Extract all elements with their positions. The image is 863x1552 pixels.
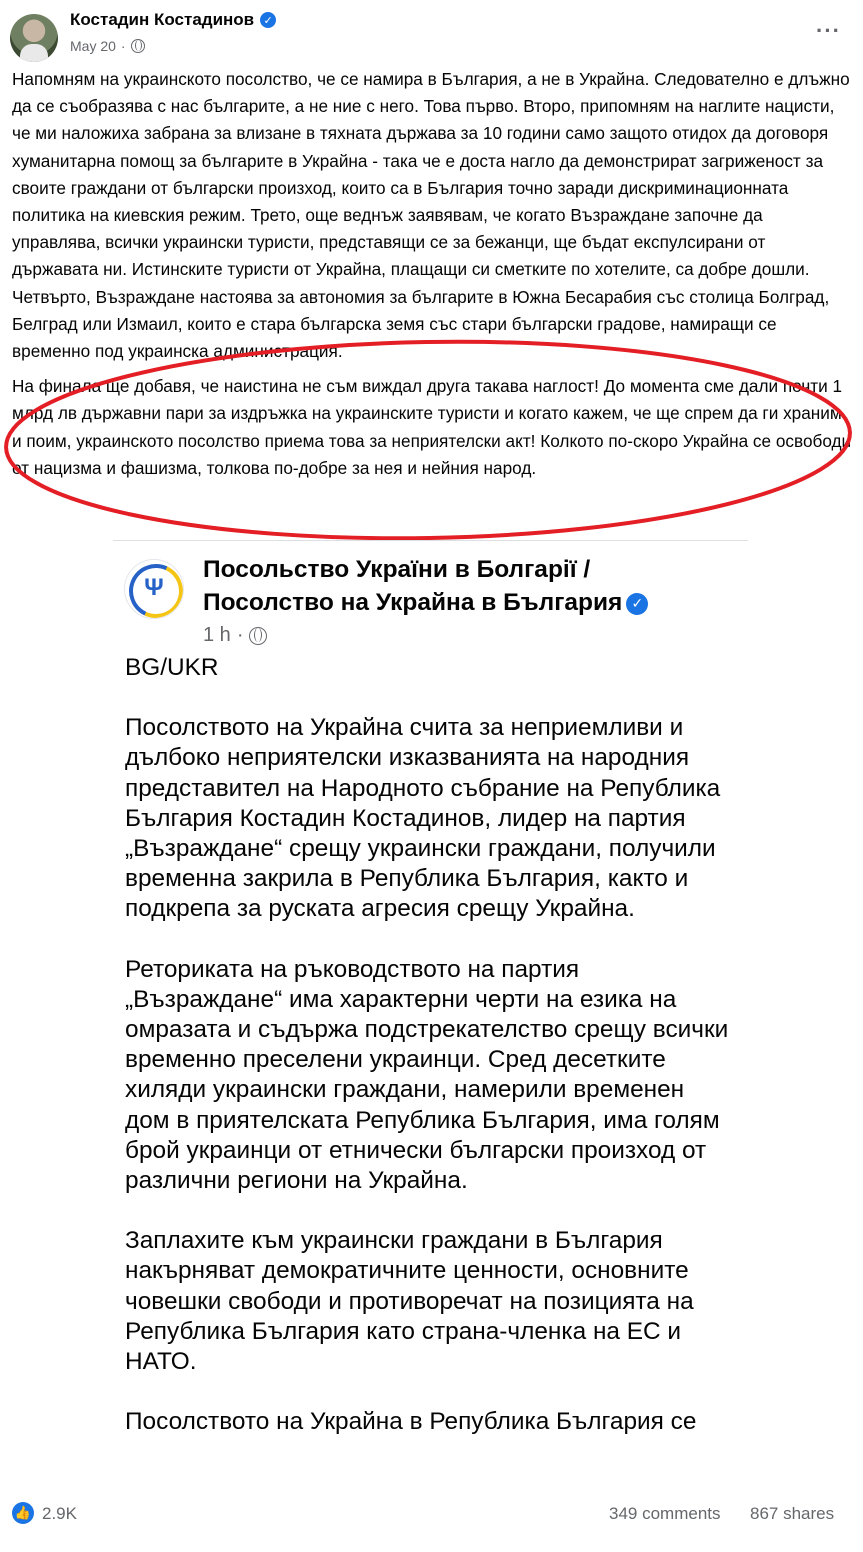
comments-count[interactable]: 349 comments: [609, 1504, 721, 1523]
avatar-figure: [20, 44, 48, 62]
shared-paragraph: Реториката на ръководството на партия „Възраждане“ има характерни черти на езика на омразата и съдържа подстрекателство срещу всички временно преселени украинци. Сред десетките хиляди украински граждани, намерили временен дом в приятелската Република България, има голям брой украинци от етнически български произход от различни региони на Украйна.: [125, 955, 729, 1195]
shared-page-name-text[interactable]: Посольство України в Болгарії / Посолство на Украйна в България: [203, 556, 623, 616]
shared-paragraph: Посолството на Украйна счита за неприемливи и дълбоко неприятелски изказванията на народния представител на Народното събрание на Република България Костадин Костадинов, лидер на партия „Възраждане“ срещу украински граждани, получили временна закрила в Република България, както и подкрепа за руската агресия срещу Украйна.: [125, 714, 721, 923]
post-date[interactable]: May 20: [70, 38, 116, 54]
more-options-icon[interactable]: ···: [816, 18, 841, 43]
post-header: [8, 4, 855, 62]
shared-page-name[interactable]: [203, 553, 723, 619]
dot-separator: ·: [120, 38, 126, 54]
dot-separator: ·: [236, 624, 244, 646]
shares-count[interactable]: 867 shares: [750, 1504, 835, 1523]
post-text: [12, 66, 852, 490]
verified-badge-icon: ✓: [626, 593, 648, 615]
trident-logo-icon: Ψ: [144, 574, 164, 601]
globe-icon: [249, 627, 267, 645]
shared-text: [125, 653, 735, 1467]
like-reaction-icon[interactable]: 👍: [12, 1502, 34, 1524]
reactions-count[interactable]: 2.9K: [42, 1504, 77, 1523]
post-paragraph: На финала ще добавя, че наистина не съм виждал друга такава наглост! До момента сме дали почти 1 млрд лв държавни пари за издръжка на украинските туристи и когато кажем, че ще спрем да ги храним и поим, украинското посолство приема това за неприятелски акт! Колкото по-скоро Украйна се освободи от нацизма и фашизма, толкова по-добре за нея и нейния народ.: [12, 376, 852, 478]
post-footer: [0, 1500, 863, 1530]
shared-paragraph: BG/UKR: [125, 654, 219, 681]
embassy-logo[interactable]: [124, 559, 184, 619]
shared-meta: [203, 624, 267, 647]
globe-icon: [131, 39, 145, 53]
post-paragraph: Напомням на украинското посолство, че се намира в България, а не в Украйна. Следователно е длъжно да се съобразява с нас българите, а не ние с него. Това първо. Второ, припомням на наглите нацисти, че ми наложиха забрана за влизане в тяхната държава за 10 години само защото отидох да договоря хуманитарна помощ за българите в Украйна - така че е доста нагло да демонстрират загриженост за своите граждани от български произход, които са в България точно заради дискриминационната политика на киевския режим. Трето, още веднъж заявявам, че когато Възраждане започне да управлява, всички украински туристи, представящи се за бежанци, ще бъдат експулсирани от държавата ни. Истинските туристи от Украйна, плащащи си сметките по хотелите, са добре дошли. Четвърто, Възраждане настоява за автономия за българите в Южна Бесарабия със столица Болград, Белград или Измаил, които е стара българска земя със стари български градове, намиращи се временно под украинска администрация.: [12, 69, 850, 362]
verified-badge-icon: ✓: [260, 12, 276, 28]
author-row: [70, 10, 276, 30]
post-meta: [70, 38, 145, 54]
shared-time[interactable]: 1 h: [203, 624, 231, 646]
author-avatar[interactable]: [10, 14, 58, 62]
shared-paragraph: Заплахите към украински граждани в България накърняват демократичните ценности, основните човешки свободи и противоречат на позицията на Република България като страна-членка на ЕС и НАТО.: [125, 1227, 694, 1376]
shared-paragraph: Посолството на Украйна в Република България се: [125, 1408, 697, 1436]
shared-post-card[interactable]: [113, 540, 748, 1501]
author-name[interactable]: Костадин Костадинов: [70, 10, 255, 29]
